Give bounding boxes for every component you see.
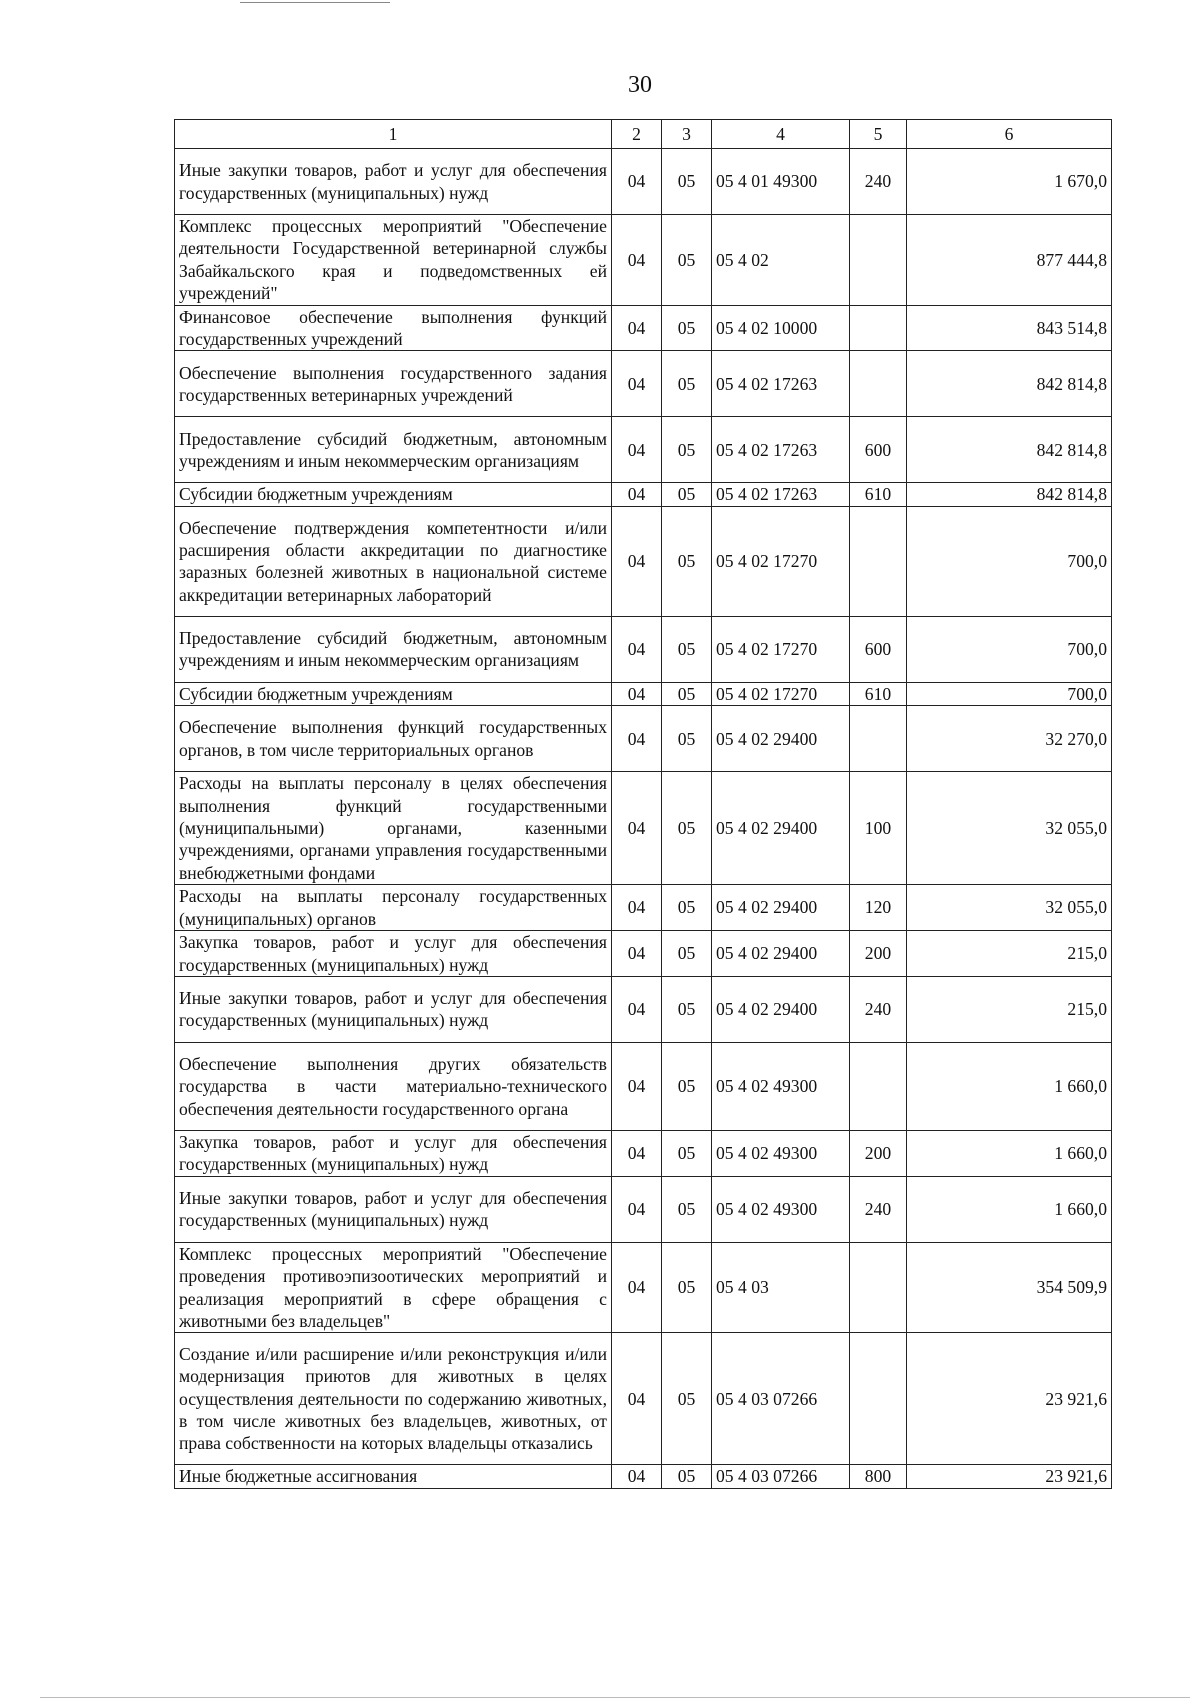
row-cell-c2: 04 xyxy=(612,1242,662,1333)
row-cell-c6: 32 055,0 xyxy=(907,885,1112,931)
page-number: 30 xyxy=(628,72,652,98)
row-name-cell: Обеспечение выполнения других обязательств государства в части материально-технического обеспечения деятельности государственного органа xyxy=(175,1042,612,1130)
row-cell-c2: 04 xyxy=(612,616,662,682)
row-cell-c2: 04 xyxy=(612,885,662,931)
row-cell-c6: 842 814,8 xyxy=(907,483,1112,506)
table-row xyxy=(175,305,1112,351)
row-cell-c4: 05 4 03 xyxy=(712,1242,850,1333)
row-cell-c3: 05 xyxy=(662,682,712,705)
row-cell-c6: 700,0 xyxy=(907,616,1112,682)
row-cell-c2: 04 xyxy=(612,483,662,506)
row-cell-c2: 04 xyxy=(612,149,662,215)
row-name-cell: Субсидии бюджетным учреждениям xyxy=(175,483,612,506)
row-cell-c6: 32 270,0 xyxy=(907,706,1112,772)
row-cell-c4: 05 4 02 29400 xyxy=(712,885,850,931)
header-col-5: 5 xyxy=(850,120,907,149)
row-cell-c4: 05 4 02 10000 xyxy=(712,305,850,351)
row-cell-c2: 04 xyxy=(612,1465,662,1488)
table-row xyxy=(175,149,1112,215)
row-cell-c4: 05 4 02 17270 xyxy=(712,682,850,705)
row-cell-c2: 04 xyxy=(612,682,662,705)
header-col-2: 2 xyxy=(612,120,662,149)
row-cell-c3: 05 xyxy=(662,772,712,885)
header-col-6: 6 xyxy=(907,120,1112,149)
row-cell-c2: 04 xyxy=(612,1042,662,1130)
row-cell-c5 xyxy=(850,351,907,417)
row-cell-c5 xyxy=(850,706,907,772)
row-name-cell: Иные закупки товаров, работ и услуг для обеспечения государственных (муниципальных) нужд xyxy=(175,976,612,1042)
table-row xyxy=(175,976,1112,1042)
row-cell-c4: 05 4 03 07266 xyxy=(712,1465,850,1488)
row-cell-c6: 700,0 xyxy=(907,506,1112,616)
budget-table-body xyxy=(175,120,1112,1489)
row-cell-c3: 05 xyxy=(662,1176,712,1242)
row-cell-c4: 05 4 02 xyxy=(712,215,850,306)
row-cell-c6: 877 444,8 xyxy=(907,215,1112,306)
row-cell-c6: 1 670,0 xyxy=(907,149,1112,215)
row-cell-c6: 32 055,0 xyxy=(907,772,1112,885)
budget-table xyxy=(174,119,1112,1489)
row-cell-c6: 215,0 xyxy=(907,976,1112,1042)
scan-artifact-line-bottom xyxy=(40,1697,1190,1698)
table-row xyxy=(175,682,1112,705)
row-cell-c5: 100 xyxy=(850,772,907,885)
row-name-cell: Комплекс процессных мероприятий "Обеспечение проведения противоэпизоотических мероприятий и реализация мероприятий в сфере обращения с животными без владельцев" xyxy=(175,1242,612,1333)
row-name-cell: Закупка товаров, работ и услуг для обеспечения государственных (муниципальных) нужд xyxy=(175,931,612,977)
row-name-cell: Обеспечение выполнения функций государственных органов, в том числе территориальных органов xyxy=(175,706,612,772)
row-cell-c6: 1 660,0 xyxy=(907,1176,1112,1242)
row-cell-c3: 05 xyxy=(662,1042,712,1130)
row-cell-c3: 05 xyxy=(662,931,712,977)
row-cell-c4: 05 4 02 17263 xyxy=(712,483,850,506)
row-cell-c5 xyxy=(850,1333,907,1465)
row-cell-c6: 700,0 xyxy=(907,682,1112,705)
row-cell-c6: 842 814,8 xyxy=(907,351,1112,417)
row-cell-c4: 05 4 02 17263 xyxy=(712,417,850,483)
scan-artifact-line-top xyxy=(240,2,390,3)
row-cell-c4: 05 4 02 17263 xyxy=(712,351,850,417)
header-col-4: 4 xyxy=(712,120,850,149)
row-cell-c4: 05 4 02 17270 xyxy=(712,616,850,682)
row-cell-c6: 354 509,9 xyxy=(907,1242,1112,1333)
row-cell-c2: 04 xyxy=(612,506,662,616)
row-name-cell: Иные закупки товаров, работ и услуг для обеспечения государственных (муниципальных) нужд xyxy=(175,149,612,215)
row-cell-c2: 04 xyxy=(612,706,662,772)
row-name-cell: Предоставление субсидий бюджетным, автономным учреждениям и иным некоммерческим организациям xyxy=(175,616,612,682)
row-cell-c5: 200 xyxy=(850,1130,907,1176)
row-cell-c5 xyxy=(850,215,907,306)
row-cell-c4: 05 4 02 49300 xyxy=(712,1176,850,1242)
row-cell-c2: 04 xyxy=(612,931,662,977)
row-cell-c4: 05 4 02 49300 xyxy=(712,1042,850,1130)
table-row xyxy=(175,215,1112,306)
row-name-cell: Финансовое обеспечение выполнения функций государственных учреждений xyxy=(175,305,612,351)
table-row xyxy=(175,1130,1112,1176)
table-row xyxy=(175,616,1112,682)
row-cell-c5: 600 xyxy=(850,616,907,682)
table-row xyxy=(175,885,1112,931)
row-cell-c5: 240 xyxy=(850,149,907,215)
row-cell-c3: 05 xyxy=(662,305,712,351)
row-cell-c3: 05 xyxy=(662,885,712,931)
row-cell-c4: 05 4 03 07266 xyxy=(712,1333,850,1465)
row-cell-c2: 04 xyxy=(612,351,662,417)
table-row xyxy=(175,506,1112,616)
row-cell-c4: 05 4 02 29400 xyxy=(712,931,850,977)
row-cell-c5: 200 xyxy=(850,931,907,977)
row-name-cell: Создание и/или расширение и/или реконструкция и/или модернизация приютов для животных в целях осуществления деятельности по содержанию животных, в том числе животных без владельцев, животных, от права собственности на которых владельцы отказались xyxy=(175,1333,612,1465)
row-cell-c3: 05 xyxy=(662,149,712,215)
row-cell-c3: 05 xyxy=(662,706,712,772)
table-row xyxy=(175,931,1112,977)
row-name-cell: Иные закупки товаров, работ и услуг для обеспечения государственных (муниципальных) нужд xyxy=(175,1176,612,1242)
row-cell-c5 xyxy=(850,506,907,616)
table-row xyxy=(175,706,1112,772)
row-cell-c6: 215,0 xyxy=(907,931,1112,977)
row-cell-c6: 23 921,6 xyxy=(907,1333,1112,1465)
row-cell-c5 xyxy=(850,305,907,351)
row-cell-c2: 04 xyxy=(612,772,662,885)
row-cell-c2: 04 xyxy=(612,417,662,483)
row-cell-c3: 05 xyxy=(662,506,712,616)
row-name-cell: Обеспечение выполнения государственного задания государственных ветеринарных учреждений xyxy=(175,351,612,417)
row-cell-c4: 05 4 02 17270 xyxy=(712,506,850,616)
row-cell-c6: 23 921,6 xyxy=(907,1465,1112,1488)
row-cell-c3: 05 xyxy=(662,616,712,682)
row-cell-c3: 05 xyxy=(662,417,712,483)
row-cell-c5: 610 xyxy=(850,682,907,705)
row-name-cell: Комплекс процессных мероприятий "Обеспечение деятельности Государственной ветеринарной службы Забайкальского края и подведомственных ей учреждений" xyxy=(175,215,612,306)
row-cell-c4: 05 4 02 29400 xyxy=(712,772,850,885)
table-row xyxy=(175,351,1112,417)
row-cell-c2: 04 xyxy=(612,215,662,306)
row-cell-c3: 05 xyxy=(662,1465,712,1488)
row-cell-c5 xyxy=(850,1042,907,1130)
row-cell-c2: 04 xyxy=(612,305,662,351)
header-col-1: 1 xyxy=(175,120,612,149)
row-cell-c3: 05 xyxy=(662,1242,712,1333)
row-cell-c5: 120 xyxy=(850,885,907,931)
row-cell-c2: 04 xyxy=(612,1333,662,1465)
header-col-3: 3 xyxy=(662,120,712,149)
row-cell-c5: 800 xyxy=(850,1465,907,1488)
row-name-cell: Расходы на выплаты персоналу государственных (муниципальных) органов xyxy=(175,885,612,931)
table-row xyxy=(175,1042,1112,1130)
row-cell-c5 xyxy=(850,1242,907,1333)
row-cell-c4: 05 4 02 29400 xyxy=(712,706,850,772)
row-cell-c6: 842 814,8 xyxy=(907,417,1112,483)
row-cell-c4: 05 4 01 49300 xyxy=(712,149,850,215)
row-name-cell: Закупка товаров, работ и услуг для обеспечения государственных (муниципальных) нужд xyxy=(175,1130,612,1176)
row-cell-c3: 05 xyxy=(662,1333,712,1465)
row-name-cell: Предоставление субсидий бюджетным, автономным учреждениям и иным некоммерческим организациям xyxy=(175,417,612,483)
row-cell-c4: 05 4 02 29400 xyxy=(712,976,850,1042)
row-cell-c2: 04 xyxy=(612,976,662,1042)
row-cell-c5: 240 xyxy=(850,976,907,1042)
row-name-cell: Обеспечение подтверждения компетентности и/или расширения области аккредитации по диагностике заразных болезней животных в национальной системе аккредитации ветеринарных лабораторий xyxy=(175,506,612,616)
row-cell-c5: 600 xyxy=(850,417,907,483)
row-cell-c2: 04 xyxy=(612,1176,662,1242)
row-name-cell: Субсидии бюджетным учреждениям xyxy=(175,682,612,705)
row-cell-c3: 05 xyxy=(662,976,712,1042)
row-cell-c5: 610 xyxy=(850,483,907,506)
table-row xyxy=(175,1242,1112,1333)
row-name-cell: Расходы на выплаты персоналу в целях обеспечения выполнения функций государственными (муниципальными) органами, казенными учреждениями, органами управления государственными внебюджетными фондами xyxy=(175,772,612,885)
row-cell-c3: 05 xyxy=(662,1130,712,1176)
row-name-cell: Иные бюджетные ассигнования xyxy=(175,1465,612,1488)
table-row xyxy=(175,1176,1112,1242)
row-cell-c3: 05 xyxy=(662,351,712,417)
row-cell-c6: 1 660,0 xyxy=(907,1130,1112,1176)
table-row xyxy=(175,417,1112,483)
row-cell-c3: 05 xyxy=(662,215,712,306)
row-cell-c6: 843 514,8 xyxy=(907,305,1112,351)
table-header-row xyxy=(175,120,1112,149)
table-row xyxy=(175,1333,1112,1465)
table-row xyxy=(175,772,1112,885)
row-cell-c6: 1 660,0 xyxy=(907,1042,1112,1130)
table-row xyxy=(175,1465,1112,1488)
row-cell-c5: 240 xyxy=(850,1176,907,1242)
row-cell-c4: 05 4 02 49300 xyxy=(712,1130,850,1176)
row-cell-c2: 04 xyxy=(612,1130,662,1176)
row-cell-c3: 05 xyxy=(662,483,712,506)
table-row xyxy=(175,483,1112,506)
